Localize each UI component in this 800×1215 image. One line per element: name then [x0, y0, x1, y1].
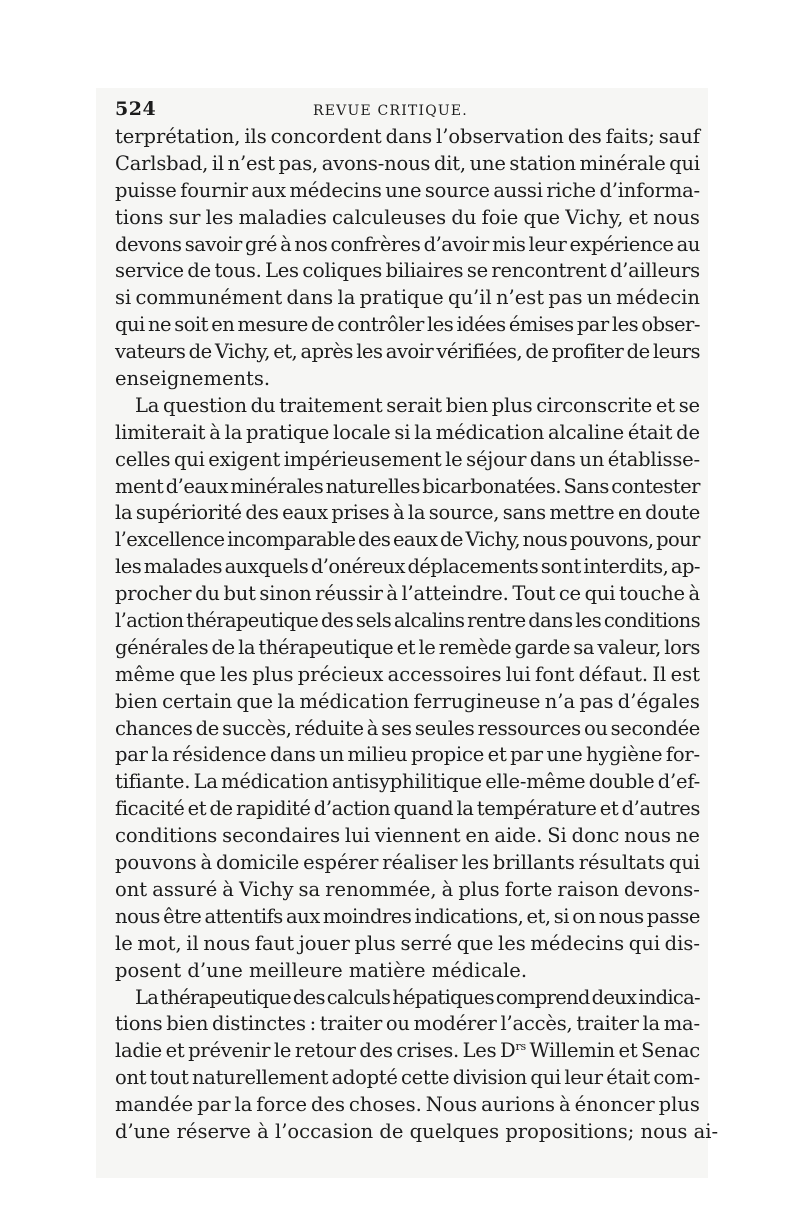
text-line: enseignements. — [115, 367, 271, 391]
text-line: ont assuré à Vichy sa renommée, à plus forte raison devons- — [115, 877, 700, 901]
text-line: posent d’une meilleure matière médicale. — [115, 958, 528, 982]
text-line: générales de la thérapeutique et le remède garde sa valeur, lors — [115, 635, 700, 659]
text-line: l’excellence incomparable des eaux de Vichy, nous pouvons, pour — [115, 528, 700, 552]
text-line: bien certain que la médication ferrugineuse n’a pas d’égales — [115, 689, 700, 713]
text-line: conditions secondaires lui viennent en aide. Si donc nous ne — [115, 824, 700, 848]
text-line: l’action thérapeutique des sels alcalins rentre dans les conditions — [115, 609, 700, 633]
text-line: devons savoir gré à nos confrères d’avoir mis leur expérience au — [115, 232, 700, 256]
text-line: puisse fournir aux médecins une source aussi riche d’informa- — [115, 178, 700, 202]
text-line: par la résidence dans un milieu propice et par une hygiène for- — [115, 743, 700, 767]
text-line: La question du traitement serait bien plus circonscrite et se — [135, 393, 700, 417]
running-head — [115, 98, 700, 124]
text-line: Carlsbad, il n’est pas, avons-nous dit, une station minérale qui — [115, 151, 700, 175]
text-line: si communément dans la pratique qu’il n’est pas un médecin — [115, 286, 700, 310]
text-line: procher du but sinon réussir à l’atteindre. Tout ce qui touche à — [115, 582, 700, 606]
text-line: la supériorité des eaux prises à la source, sans mettre en doute — [115, 501, 700, 525]
text-line: ment d’eaux minérales naturelles bicarbonatées. Sans contester — [115, 474, 700, 498]
journal-title: REVUE CRITIQUE. — [313, 103, 468, 119]
text-line: service de tous. Les coliques biliaires se rencontrent d’ailleurs — [115, 259, 700, 283]
paragraph — [115, 985, 719, 1146]
text-line: chances de succès, réduite à ses seules ressources ou secondée — [115, 716, 700, 740]
text-line: tions bien distinctes : traiter ou modérer l’accès, traiter la ma- — [115, 1012, 700, 1036]
text-line: vateurs de Vichy, et, après les avoir vérifiées, de profiter de leurs — [115, 340, 700, 364]
text-line: tions sur les maladies calculeuses du foie que Vichy, et nous — [115, 205, 700, 229]
text-line: d’une réserve à l’occasion de quelques propositions; nous ai- — [115, 1119, 719, 1143]
text-line: même que les plus précieux accessoires lui font défaut. Il est — [115, 662, 700, 686]
text-line: ont tout naturellement adopté cette division qui leur était com- — [115, 1066, 700, 1090]
text-line: ficacité et de rapidité d’action quand la température et d’autres — [115, 797, 700, 821]
text-line: les malades auxquels d’onéreux déplacements sont interdits, ap- — [115, 555, 700, 579]
text-line: limiterait à la pratique locale si la médication alcaline était de — [115, 420, 700, 444]
text-line: qui ne soit en mesure de contrôler les idées émises par les obser- — [115, 313, 700, 337]
body-text — [115, 124, 719, 1146]
page-number: 524 — [115, 98, 157, 120]
text-line: tifiante. La médication antisyphilitique elle-même double d’ef- — [115, 770, 700, 794]
text-line: ladie et prévenir le retour des crises. Les $D^{rs}$ Willemin et Senac — [115, 1039, 700, 1063]
paragraph — [115, 124, 700, 393]
text-line: le mot, il nous faut jouer plus serré que les médecins qui dis- — [115, 931, 700, 955]
text-line: pouvons à domicile espérer réaliser les brillants résultats qui — [115, 851, 700, 875]
paragraph — [115, 393, 700, 985]
text-line: terprétation, ils concordent dans l’observation des faits; sauf — [115, 125, 700, 148]
text-line: celles qui exigent impérieusement le séjour dans un établisse- — [115, 447, 700, 471]
text-line: La thérapeutique des calculs hépatiques comprend deux indica- — [135, 985, 700, 1009]
text-line: nous être attentifs aux moindres indications, et, si on nous passe — [115, 904, 700, 928]
text-line: mandée par la force des choses. Nous aurions à énoncer plus — [115, 1093, 700, 1117]
